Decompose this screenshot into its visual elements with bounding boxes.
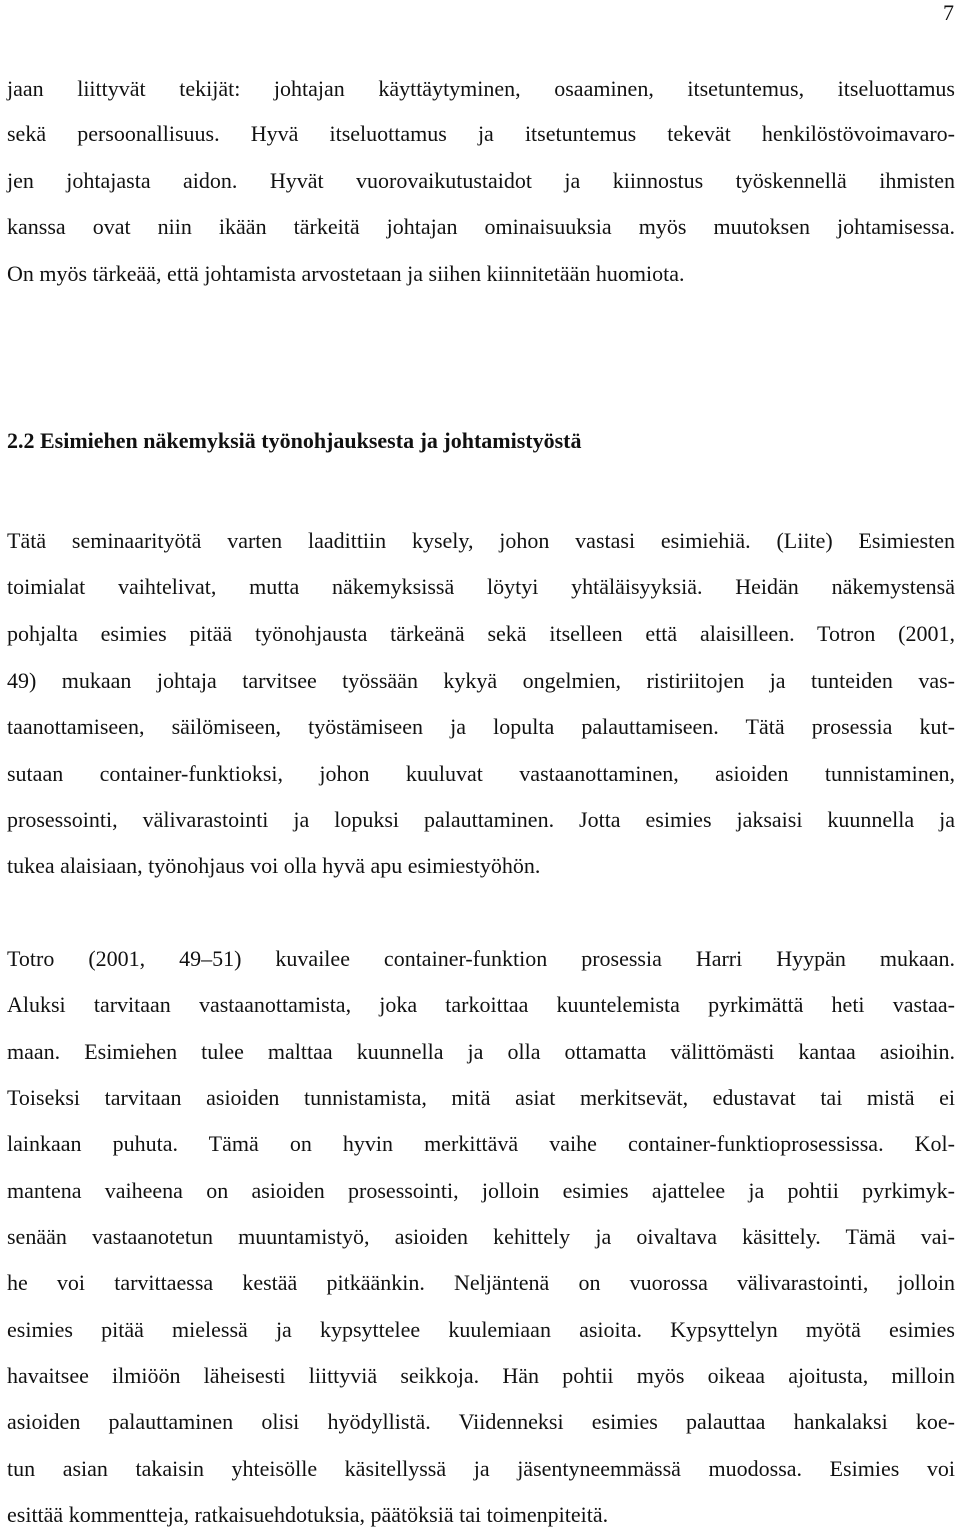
text-line: 49) mukaan johtaja tarvitsee työssään kykyä ongelmien, ristiriitojen ja tunteiden vas-	[7, 668, 955, 693]
page-number: 7	[943, 0, 954, 25]
text-line: tukea alaisiaan, työnohjaus voi olla hyvä apu esimiestyöhön.	[7, 853, 541, 878]
text-line: havaitsee ilmiöön läheisesti liittyviä seikkoja. Hän pohtii myös oikeaa ajoitusta, milloin	[7, 1363, 955, 1388]
text-line: kanssa ovat niin ikään tärkeitä johtajan ominaisuuksia myös muutoksen johtamisessa.	[7, 214, 955, 239]
text-line: toimialat vaihtelivat, mutta näkemyksissä löytyi yhtäläisyyksiä. Heidän näkemystensä	[7, 574, 955, 599]
text-line: esittää kommentteja, ratkaisuehdotuksia, päätöksiä tai toimenpiteitä.	[7, 1502, 609, 1527]
text-line: sekä persoonallisuus. Hyvä itseluottamus ja itsetuntemus tekevät henkilöstövoimavaro-	[7, 121, 955, 146]
text-line: taanottamiseen, säilömiseen, työstämiseen ja lopulta palauttamiseen. Tätä prosessia kut-	[7, 714, 955, 739]
text-line: tun asian takaisin yhteisölle käsitellyssä ja jäsentyneemmässä muodossa. Esimies voi	[7, 1456, 955, 1481]
text-line: jen johtajasta aidon. Hyvät vuorovaikutustaidot ja kiinnostus työskennellä ihmisten	[7, 168, 955, 193]
text-line: asioiden palauttaminen olisi hyödyllistä. Viidenneksi esimies palauttaa hankalaksi koe-	[7, 1409, 955, 1434]
text-line: pohjalta esimies pitää työnohjausta tärkeänä sekä itselleen että alaisilleen. Totron (2001,	[7, 621, 955, 646]
text-line: he voi tarvittaessa kestää pitkäänkin. Neljäntenä on vuorossa välivarastointi, jolloin	[7, 1270, 955, 1295]
text-line: esimies pitää mielessä ja kypsyttelee kuulemiaan asioita. Kypsyttelyn myötä esimies	[7, 1317, 955, 1342]
text-line: Aluksi tarvitaan vastaanottamista, joka tarkoittaa kuuntelemista pyrkimättä heti vastaa-	[7, 992, 955, 1017]
text-line: On myös tärkeää, että johtamista arvostetaan ja siihen kiinnitetään huomiota.	[7, 261, 685, 286]
text-line: jaan liittyvät tekijät: johtajan käyttäytyminen, osaaminen, itsetuntemus, itseluottamus	[7, 76, 955, 101]
text-line: maan. Esimiehen tulee malttaa kuunnella ja olla ottamatta välittömästi kantaa asioihin.	[7, 1039, 955, 1064]
text-line: senään vastaanotetun muuntamistyö, asioiden kehittely ja oivaltava käsittely. Tämä vai-	[7, 1224, 955, 1249]
text-line: sutaan container-funktioksi, johon kuuluvat vastaanottaminen, asioiden tunnistaminen,	[7, 761, 955, 786]
text-line: Toiseksi tarvitaan asioiden tunnistamista, mitä asiat merkitsevät, edustavat tai mistä ei	[7, 1085, 955, 1110]
text-line: Tätä seminaarityötä varten laadittiin kysely, johon vastasi esimiehiä. (Liite) Esimiesten	[7, 528, 955, 553]
text-line: mantena vaiheena on asioiden prosessointi, jolloin esimies ajattelee ja pohtii pyrkimyk-	[7, 1178, 955, 1203]
section-heading: 2.2 Esimiehen näkemyksiä työnohjauksesta ja johtamistyöstä	[7, 428, 582, 453]
text-line: prosessointi, välivarastointi ja lopuksi palauttaminen. Jotta esimies jaksaisi kuunnella ja	[7, 807, 955, 832]
text-line: Totro (2001, 49–51) kuvailee container-funktion prosessia Harri Hyypän mukaan.	[7, 946, 955, 971]
text-line: lainkaan puhuta. Tämä on hyvin merkittävä vaihe container-funktioprosessissa. Kol-	[7, 1131, 955, 1156]
